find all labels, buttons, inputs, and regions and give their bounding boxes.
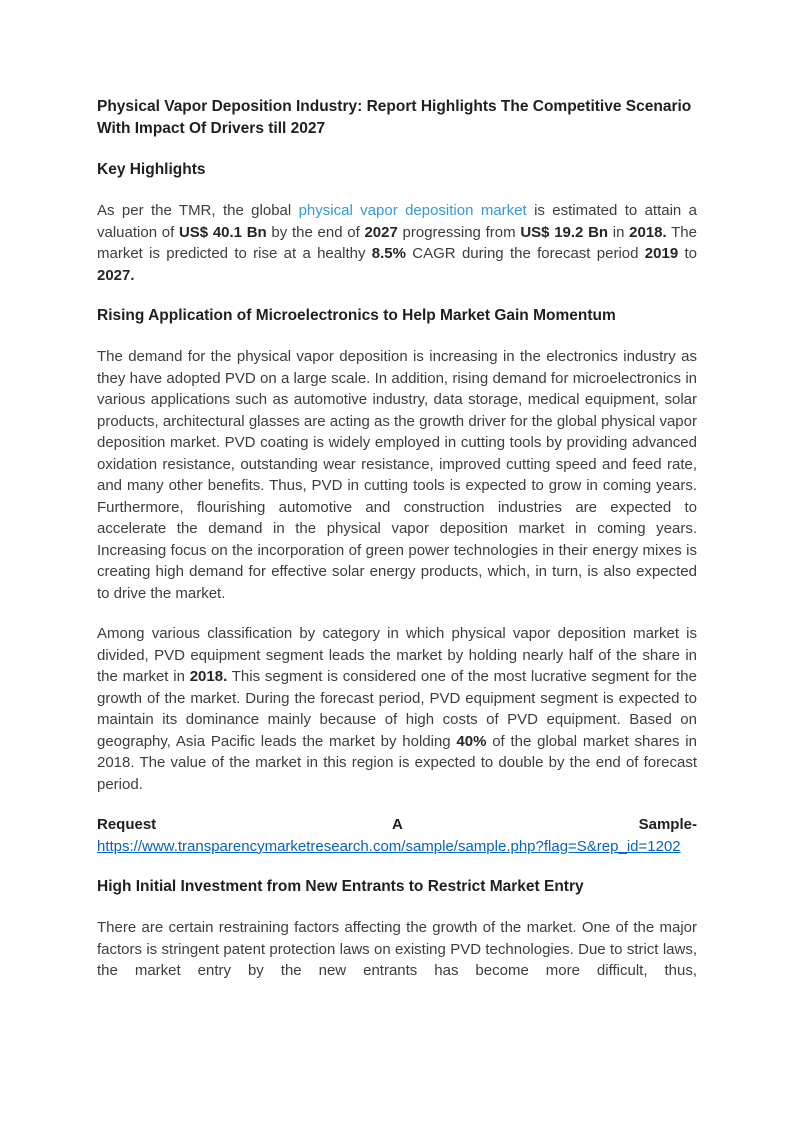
bold-text: 2027. [97, 266, 135, 284]
heading-rising-application: Rising Application of Microelectronics to Help Market Gain Momentum [97, 307, 616, 324]
sample-request-link[interactable]: https://www.transparencymarketresearch.com/sample/sample.php?flag=S&rep_id=1202 [97, 837, 681, 855]
request-word-request: Request [97, 816, 157, 833]
body-text: of the global market shares in 2018. The value of the market in this region is expected to double by the end of forecast period. [97, 732, 697, 793]
body-text: The market is predicted to rise at a healthy [97, 223, 697, 262]
paragraph-demand: The demand for the physical vapor deposition is increasing in the electronics industry as they have adopted PVD on a large scale. In addition, rising demand for microelectronics in various applications such as automotive industry, data storage, medical equipment, solar products, architectural glasses are acting as the growth driver for the global physical vapor deposition market. PVD coating is widely employed in cutting tools by providing advanced oxidation resistance, outstanding wear resistance, improved cutting speed and feed rate, and many other benefits. Thus, PVD in cutting tools is expected to grow in coming years. Furthermore, flourishing automotive and construction industries are expected to accelerate the demand in the physical vapor deposition market in coming years. Increasing focus on the incorporation of green power technologies in their energy mixes is creating high demand for effective solar energy products, which, in turn, is also expected to drive the market. [97, 348, 697, 602]
bold-text: US$ 19.2 Bn [520, 223, 609, 241]
sample-link-line [97, 836, 697, 858]
body-text: As per the TMR, the global [97, 202, 299, 219]
paragraph-restraining: There are certain restraining factors affecting the growth of the market. One of the major factors is stringent patent protection laws on existing PVD technologies. Due to strict laws, the market entry by the new entrants has become more difficult, thus, [97, 919, 697, 979]
bold-text: 2018. [189, 668, 228, 685]
request-word-a: A [391, 816, 403, 833]
body-text: to [678, 245, 697, 262]
heading-key-highlights: Key Highlights [97, 161, 206, 178]
body-text: by the end of [266, 223, 365, 241]
body-text: Among various classification by category in which physical vapor deposition market is divided, PVD equipment segment leads the market by holding nearly half of the share in the market in [97, 625, 697, 685]
bold-text: US$ 40.1 Bn [178, 223, 267, 241]
heading-high-initial-investment: High Initial Investment from New Entrants to Restrict Market Entry [97, 878, 584, 895]
body-text: This segment is considered one of the most lucrative segment for the growth of the market. During the forecast period, PVD equipment segment is expected to maintain its dominance mainly because of high costs of PVD equipment. Based on geography, Asia Pacific leads the market by holding [97, 668, 697, 750]
bold-text: 2018. [629, 223, 667, 241]
bold-text: 2027 [364, 223, 398, 241]
bold-text: 40% [456, 732, 487, 750]
body-text: CAGR during the forecast period [405, 245, 645, 262]
pvd-market-link[interactable]: physical vapor deposition market [298, 202, 527, 219]
paragraph-key-highlights-intro [97, 200, 697, 286]
request-word-sample: Sample- [638, 816, 697, 833]
body-text: in [608, 223, 630, 241]
body-text: progressing from [397, 223, 521, 241]
body-text: is estimated to attain a valuation of [97, 202, 697, 241]
bold-text: 8.5% [371, 245, 406, 262]
paragraph-classification [97, 623, 697, 795]
bold-text: 2019 [644, 245, 679, 262]
document-title: Physical Vapor Deposition Industry: Report Highlights The Competitive Scenario With Impact Of Drivers till 2027 [97, 98, 692, 137]
request-sample-line [97, 814, 697, 836]
